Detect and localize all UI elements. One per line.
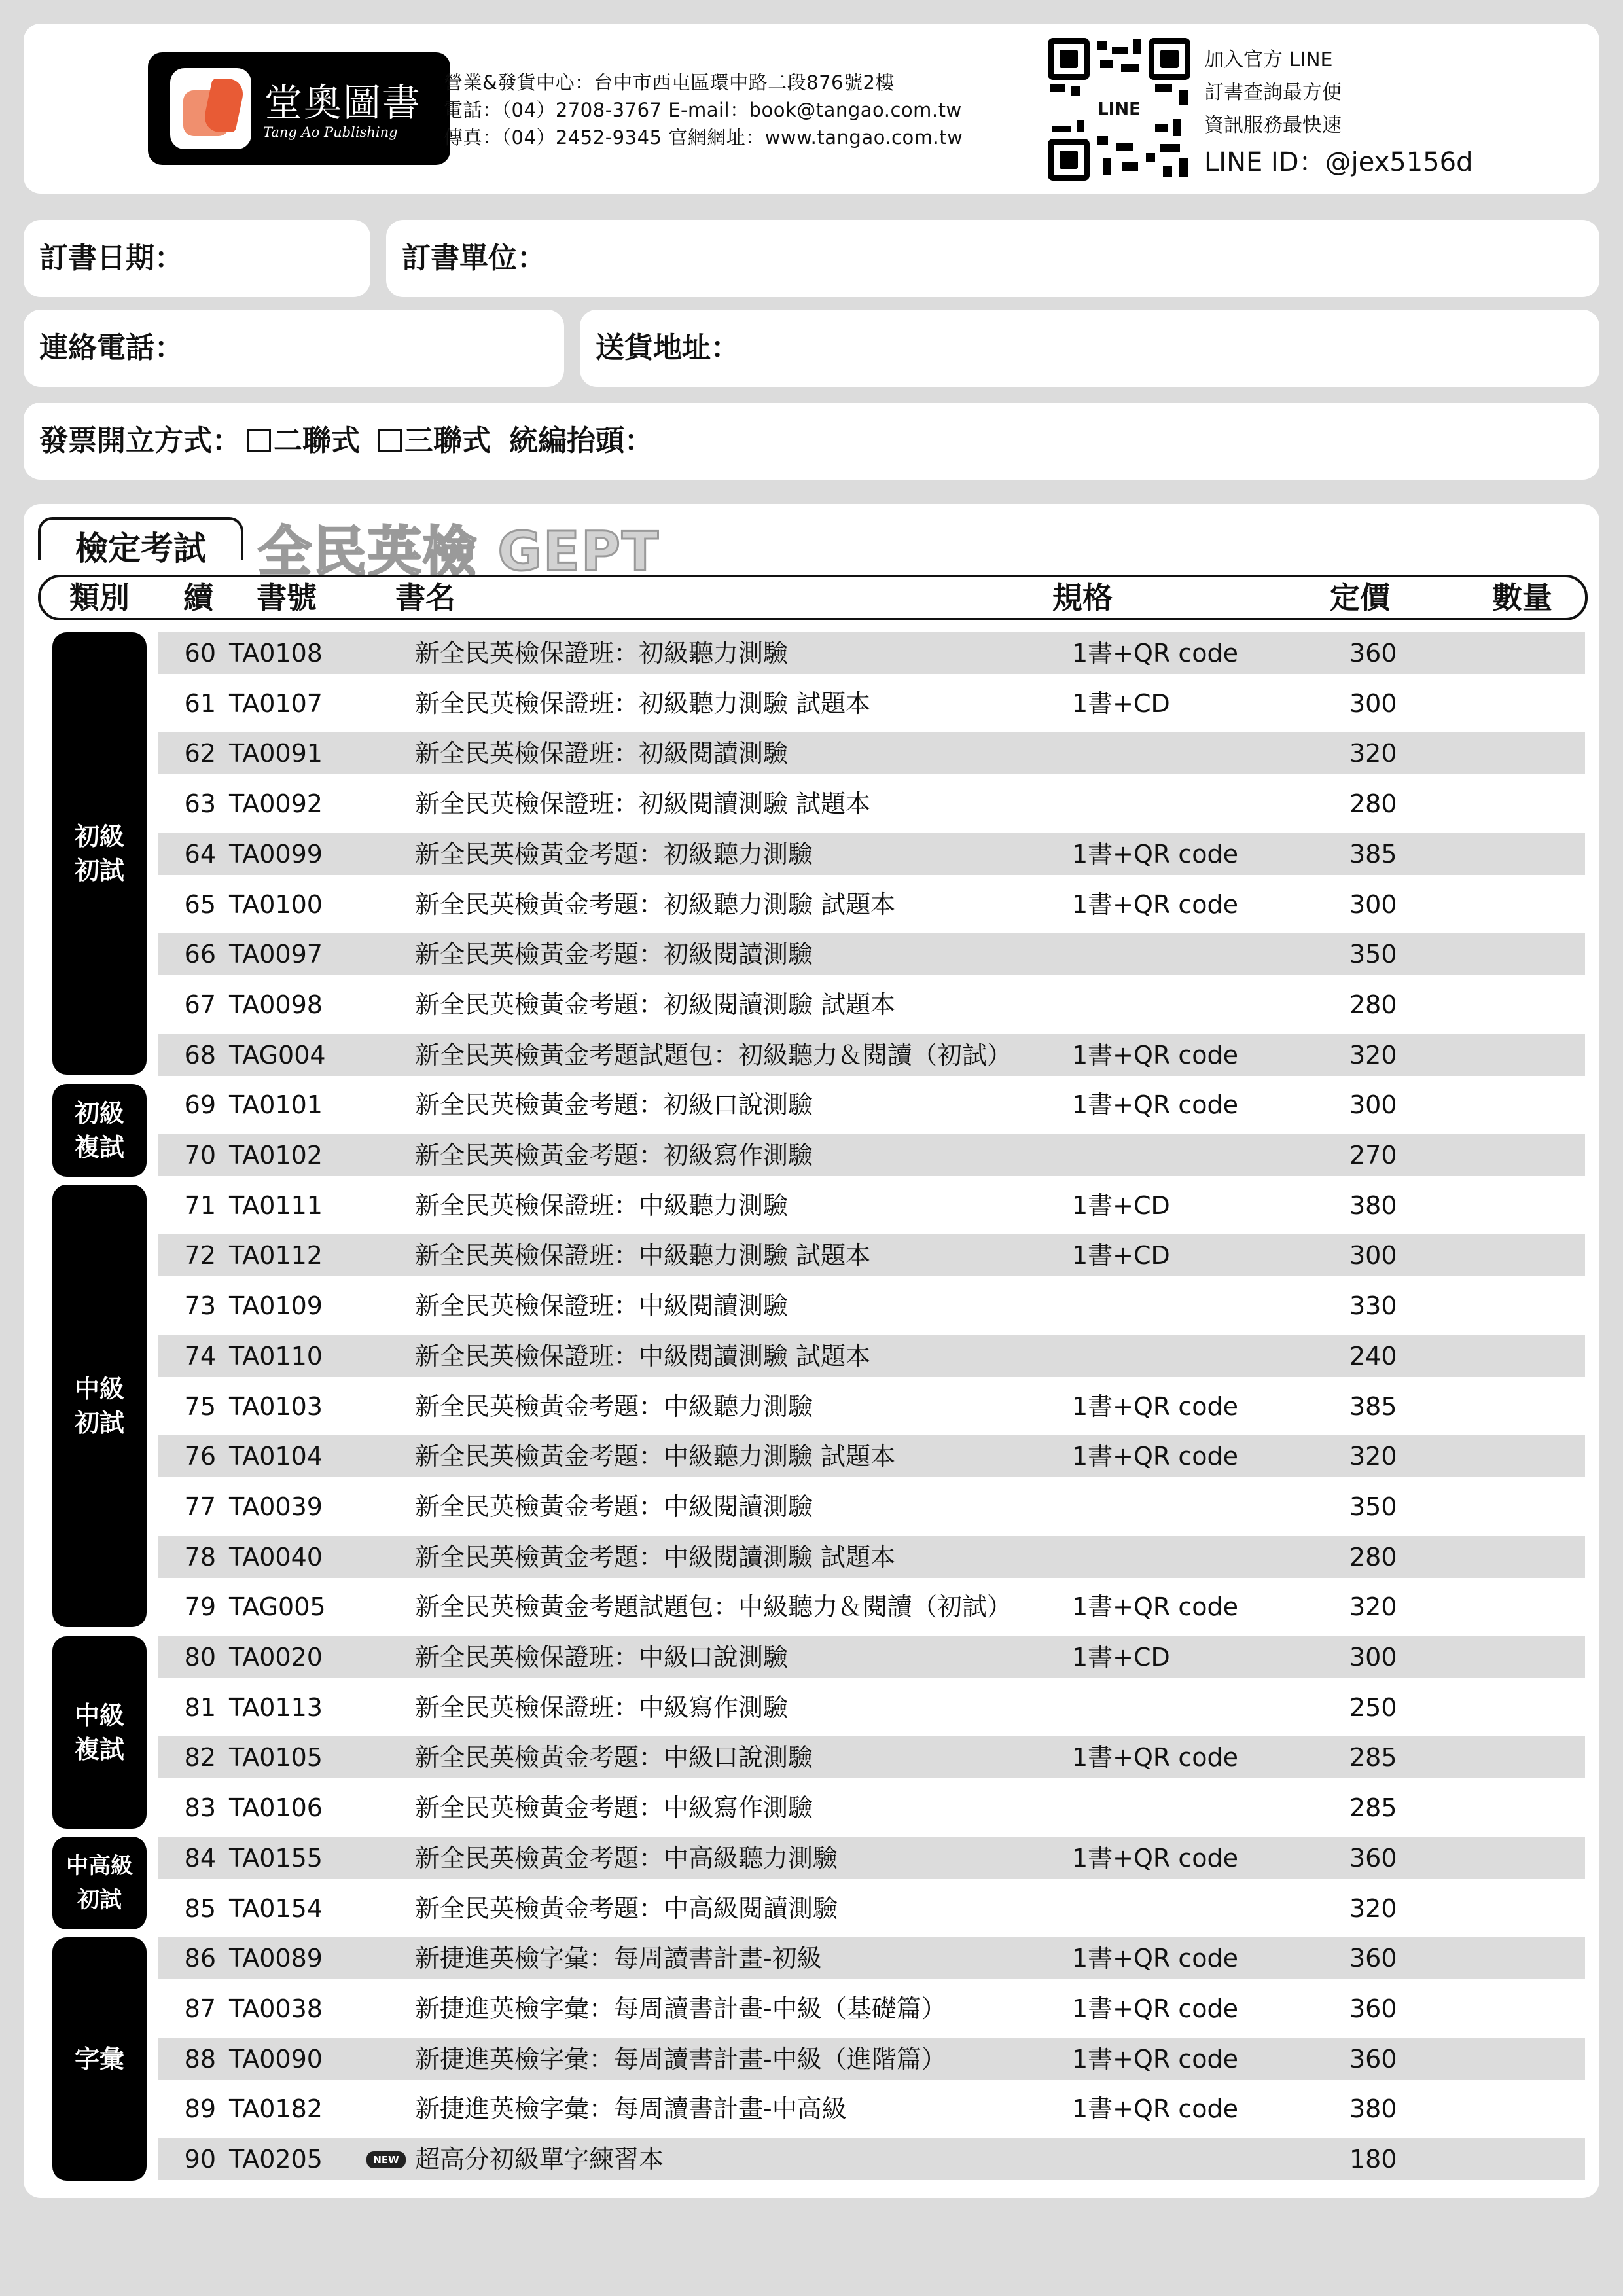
- contact-phone-field[interactable]: [24, 310, 564, 387]
- category-label: 複試: [74, 1735, 124, 1764]
- line-qr-code-icon[interactable]: [1048, 38, 1190, 181]
- book-title: 新全民英檢黃金考題試題包：中級聽力＆閱讀（初試）: [415, 1592, 1012, 1621]
- book-title: 新全民英檢保證班：中級閱讀測驗 試題本: [415, 1342, 871, 1371]
- book-spec: 1書+QR code: [1072, 1090, 1239, 1119]
- book-code: TA0102: [229, 1141, 323, 1170]
- book-code: TA0109: [229, 1291, 323, 1320]
- book-no: 71: [184, 1191, 216, 1220]
- col-no: 續: [183, 580, 213, 615]
- delivery-address-field[interactable]: [580, 310, 1599, 387]
- book-price: 360: [1349, 2045, 1397, 2073]
- book-code: TA0097: [229, 940, 323, 969]
- book-no: 82: [184, 1743, 216, 1772]
- book-price: 300: [1349, 689, 1397, 718]
- category-elementary-first: [52, 632, 147, 1075]
- book-row: [158, 1486, 1585, 1528]
- book-price: 240: [1349, 1342, 1397, 1371]
- category-label: 初試: [77, 1887, 122, 1913]
- book-no: 67: [184, 990, 216, 1019]
- col-category: 類別: [69, 580, 130, 615]
- book-price: 360: [1349, 1944, 1397, 1973]
- book-price: 285: [1349, 1743, 1397, 1772]
- book-code: TA0110: [229, 1342, 323, 1371]
- book-price: 320: [1349, 1041, 1397, 1069]
- book-row: [158, 1084, 1585, 1126]
- book-title: 新全民英檢保證班：初級閱讀測驗 試題本: [415, 789, 871, 818]
- book-code: TA0111: [229, 1191, 323, 1220]
- order-date-field[interactable]: [24, 220, 370, 297]
- book-title: 新全民英檢黃金考題：中級閱讀測驗 試題本: [415, 1543, 896, 1571]
- book-code: TA0182: [229, 2094, 323, 2123]
- book-code: TA0104: [229, 1442, 323, 1471]
- qr-line-label: LINE: [1092, 98, 1146, 120]
- book-code: TA0113: [229, 1693, 323, 1722]
- book-title: 新全民英檢黃金考題：初級寫作測驗: [415, 1141, 813, 1170]
- book-no: 65: [184, 890, 216, 919]
- publisher-header: [24, 24, 1599, 194]
- book-spec: 1書+QR code: [1072, 1592, 1239, 1621]
- section-tab: [38, 517, 243, 567]
- book-no: 64: [184, 840, 216, 869]
- book-no: 85: [184, 1894, 216, 1923]
- book-price: 350: [1349, 1492, 1397, 1521]
- book-code: TA0105: [229, 1743, 323, 1772]
- book-row: [158, 1185, 1585, 1227]
- category-elementary-second: [52, 1084, 147, 1177]
- book-row: [158, 683, 1585, 725]
- book-spec: 1書+CD: [1072, 1241, 1170, 1270]
- book-code: TA0020: [229, 1643, 323, 1672]
- book-no: 73: [184, 1291, 216, 1320]
- book-row: [158, 1134, 1585, 1176]
- book-code: TA0103: [229, 1392, 323, 1421]
- book-code: TA0038: [229, 1994, 323, 2023]
- col-title: 書名: [395, 580, 455, 615]
- book-spec: 1書+QR code: [1072, 1392, 1239, 1421]
- book-no: 60: [184, 639, 216, 668]
- book-title: 超高分初級單字練習本: [415, 2145, 664, 2174]
- logo-mark-icon: [170, 68, 251, 149]
- book-price: 320: [1349, 1894, 1397, 1923]
- book-spec: 1書+CD: [1072, 1191, 1170, 1220]
- book-title: 新捷進英檢字彙：每周讀書計畫-中高級: [415, 2094, 847, 2123]
- line-text-3: 資訊服務最快速: [1204, 114, 1342, 137]
- book-code: TA0101: [229, 1090, 323, 1119]
- book-spec: 1書+CD: [1072, 1643, 1170, 1672]
- book-row: [158, 1687, 1585, 1729]
- book-title: 新捷進英檢字彙：每周讀書計畫-中級（進階篇）: [415, 2045, 946, 2073]
- book-spec: 1書+QR code: [1072, 2045, 1239, 2073]
- book-code: TA0098: [229, 990, 323, 1019]
- category-label: 中級: [74, 1701, 124, 1730]
- book-spec: 1書+QR code: [1072, 1041, 1239, 1069]
- book-code: TA0106: [229, 1793, 323, 1822]
- book-row: [158, 833, 1585, 875]
- book-no: 69: [184, 1090, 216, 1119]
- col-price: 定價: [1330, 580, 1390, 615]
- company-address: 營業&發貨中心：台中市西屯區環中路二段876號2樓: [444, 71, 895, 94]
- book-no: 62: [184, 739, 216, 768]
- category-intermediate-first: [52, 1185, 147, 1627]
- book-price: 330: [1349, 1291, 1397, 1320]
- book-price: 385: [1349, 1392, 1397, 1421]
- line-text-2: 訂書查詢最方便: [1204, 81, 1342, 104]
- book-row: [158, 1285, 1585, 1327]
- book-price: 385: [1349, 840, 1397, 869]
- book-row: [158, 1234, 1585, 1276]
- book-row: [158, 1386, 1585, 1427]
- book-price: 300: [1349, 1090, 1397, 1119]
- book-no: 87: [184, 1994, 216, 2023]
- book-title: 新全民英檢黃金考題：中級寫作測驗: [415, 1793, 813, 1822]
- book-title: 新全民英檢黃金考題試題包：初級聽力＆閱讀（初試）: [415, 1041, 1012, 1069]
- book-code: TAG005: [229, 1592, 326, 1621]
- book-spec: 1書+QR code: [1072, 1944, 1239, 1973]
- book-row: [158, 1937, 1585, 1979]
- book-code: TA0091: [229, 739, 323, 768]
- book-title: 新全民英檢黃金考題：初級閱讀測驗: [415, 940, 813, 969]
- book-price: 380: [1349, 2094, 1397, 2123]
- book-no: 70: [184, 1141, 216, 1170]
- invoice-label: 發票開立方式：: [39, 424, 241, 457]
- book-row: [158, 732, 1585, 774]
- book-row: [158, 632, 1585, 674]
- book-code: TA0099: [229, 840, 323, 869]
- book-price: 270: [1349, 1141, 1397, 1170]
- book-row: [158, 1988, 1585, 2030]
- book-title: 新全民英檢保證班：初級聽力測驗 試題本: [415, 689, 871, 718]
- book-title: 新全民英檢保證班：中級口說測驗: [415, 1643, 789, 1672]
- book-price: 250: [1349, 1693, 1397, 1722]
- book-price: 360: [1349, 639, 1397, 668]
- category-label: 初試: [74, 856, 124, 885]
- logo-name-en: Tang Ao Publishing: [263, 124, 398, 140]
- book-title: 新全民英檢黃金考題：中高級閱讀測驗: [415, 1894, 838, 1923]
- invoice-row: [39, 403, 653, 480]
- book-price: 300: [1349, 1643, 1397, 1672]
- book-row: [158, 783, 1585, 825]
- order-unit-field[interactable]: [386, 220, 1599, 297]
- book-no: 89: [184, 2094, 216, 2123]
- invoice-title-label: 統編抬頭：: [509, 424, 653, 457]
- book-no: 75: [184, 1392, 216, 1421]
- book-no: 79: [184, 1592, 216, 1621]
- category-label: 中高級: [66, 1853, 133, 1879]
- book-price: 350: [1349, 940, 1397, 969]
- book-title: 新全民英檢黃金考題：中級口說測驗: [415, 1743, 813, 1772]
- book-row: [158, 884, 1585, 925]
- book-price: 320: [1349, 1442, 1397, 1471]
- book-no: 81: [184, 1693, 216, 1722]
- book-title: 新全民英檢黃金考題：中級聽力測驗: [415, 1392, 813, 1421]
- book-no: 83: [184, 1793, 216, 1822]
- book-row: [158, 1888, 1585, 1929]
- book-spec: 1書+QR code: [1072, 2094, 1239, 2123]
- book-row: [158, 1636, 1585, 1678]
- book-row: [158, 984, 1585, 1026]
- contact-phone-label: 連絡電話：: [39, 331, 183, 365]
- book-code: TA0154: [229, 1894, 323, 1923]
- section-tab-label: 檢定考試: [75, 529, 206, 567]
- book-row: [158, 1536, 1585, 1578]
- book-code: TA0039: [229, 1492, 323, 1521]
- order-date-label: 訂書日期：: [39, 242, 183, 275]
- book-price: 280: [1349, 990, 1397, 1019]
- book-price: 360: [1349, 1994, 1397, 2023]
- book-title: 新全民英檢保證班：初級閱讀測驗: [415, 739, 789, 768]
- book-title: 新全民英檢黃金考題：初級閱讀測驗 試題本: [415, 990, 896, 1019]
- book-price: 280: [1349, 789, 1397, 818]
- table-header: [38, 575, 1588, 620]
- book-no: 63: [184, 789, 216, 818]
- book-spec: 1書+QR code: [1072, 639, 1239, 668]
- book-no: 77: [184, 1492, 216, 1521]
- book-row: [158, 1586, 1585, 1628]
- invoice-two-part-label: 二聯式: [274, 424, 360, 457]
- delivery-address-label: 送貨地址：: [596, 331, 740, 365]
- book-code: TA0100: [229, 890, 323, 919]
- book-spec: 1書+QR code: [1072, 1442, 1239, 1471]
- category-label: 初試: [74, 1408, 124, 1437]
- book-code: TA0040: [229, 1543, 323, 1571]
- book-no: 76: [184, 1442, 216, 1471]
- book-spec: 1書+QR code: [1072, 1994, 1239, 2023]
- book-no: 68: [184, 1041, 216, 1069]
- book-title: 新全民英檢黃金考題：初級口說測驗: [415, 1090, 813, 1119]
- book-title: 新全民英檢保證班：中級聽力測驗: [415, 1191, 789, 1220]
- book-price: 320: [1349, 739, 1397, 768]
- book-price: 285: [1349, 1793, 1397, 1822]
- book-row: [158, 2038, 1585, 2080]
- book-title: 新全民英檢黃金考題：中級聽力測驗 試題本: [415, 1442, 896, 1471]
- publisher-logo: [148, 52, 450, 165]
- book-no: 88: [184, 2045, 216, 2073]
- book-spec: 1書+QR code: [1072, 840, 1239, 869]
- book-price: 280: [1349, 1543, 1397, 1571]
- invoice-three-part-label: 三聯式: [404, 424, 491, 457]
- category-label: 初級: [74, 822, 124, 851]
- category-vocabulary: [52, 1937, 147, 2181]
- order-unit-label: 訂書單位：: [402, 242, 546, 275]
- book-no: 86: [184, 1944, 216, 1973]
- book-spec: 1書+CD: [1072, 689, 1170, 718]
- category-label: 複試: [74, 1133, 124, 1162]
- book-no: 66: [184, 940, 216, 969]
- book-list-card: [24, 504, 1599, 2198]
- book-no: 72: [184, 1241, 216, 1270]
- category-label: 字彙: [74, 2045, 124, 2073]
- book-title: 新全民英檢保證班：中級聽力測驗 試題本: [415, 1241, 871, 1270]
- company-phone: 電話：（04）2708-3767 E-mail：book@tangao.com.tw: [444, 99, 962, 121]
- invoice-two-part-checkbox[interactable]: [247, 429, 271, 452]
- logo-name: 堂奧圖書: [264, 81, 422, 125]
- book-title: 新全民英檢黃金考題：初級聽力測驗: [415, 840, 813, 869]
- book-row: [158, 1034, 1585, 1076]
- line-text-1: 加入官方 LINE: [1204, 48, 1333, 71]
- invoice-three-part-checkbox[interactable]: [378, 429, 402, 452]
- col-code: 書號: [257, 580, 317, 615]
- book-code: TA0107: [229, 689, 323, 718]
- book-price: 300: [1349, 890, 1397, 919]
- col-qty: 數量: [1492, 580, 1552, 615]
- category-label: 初級: [74, 1099, 124, 1128]
- section-title: 全民英檢 GEPT: [258, 521, 660, 583]
- book-code: TAG004: [229, 1041, 326, 1069]
- book-row: [158, 1837, 1585, 1879]
- book-price: 180: [1349, 2145, 1397, 2174]
- book-row: [158, 2088, 1585, 2130]
- book-row: [158, 1787, 1585, 1829]
- book-code: TA0205: [229, 2145, 323, 2174]
- book-title: 新全民英檢保證班：中級閱讀測驗: [415, 1291, 789, 1320]
- book-row: [158, 1736, 1585, 1778]
- book-title: 新捷進英檢字彙：每周讀書計畫-初級: [415, 1944, 822, 1973]
- book-code: TA0089: [229, 1944, 323, 1973]
- category-high-intermediate-first: [52, 1837, 147, 1929]
- book-spec: 1書+QR code: [1072, 890, 1239, 919]
- book-no: 90: [184, 2145, 216, 2174]
- book-no: 84: [184, 1844, 216, 1873]
- book-code: TA0112: [229, 1241, 323, 1270]
- book-row: [158, 1335, 1585, 1377]
- book-title: 新全民英檢保證班：初級聽力測驗: [415, 639, 789, 668]
- book-title: 新全民英檢黃金考題：中級閱讀測驗: [415, 1492, 813, 1521]
- book-no: 80: [184, 1643, 216, 1672]
- book-code: TA0090: [229, 2045, 323, 2073]
- book-no: 74: [184, 1342, 216, 1371]
- book-title: 新全民英檢保證班：中級寫作測驗: [415, 1693, 789, 1722]
- book-price: 320: [1349, 1592, 1397, 1621]
- col-spec: 規格: [1052, 580, 1113, 615]
- book-row: [158, 2138, 1585, 2180]
- line-id: LINE ID：@jex5156d: [1204, 147, 1473, 177]
- book-row: [158, 933, 1585, 975]
- book-row: [158, 1435, 1585, 1477]
- invoice-field: [24, 403, 1599, 480]
- book-title: 新捷進英檢字彙：每周讀書計畫-中級（基礎篇）: [415, 1994, 946, 2023]
- book-no: 78: [184, 1543, 216, 1571]
- book-code: TA0092: [229, 789, 323, 818]
- book-price: 300: [1349, 1241, 1397, 1270]
- new-badge-icon: NEW: [366, 2151, 406, 2168]
- book-spec: 1書+QR code: [1072, 1743, 1239, 1772]
- category-intermediate-second: [52, 1636, 147, 1829]
- category-label: 中級: [74, 1374, 124, 1403]
- book-price: 380: [1349, 1191, 1397, 1220]
- company-fax: 傳真：（04）2452-9345 官網網址：www.tangao.com.tw: [444, 126, 963, 149]
- book-title: 新全民英檢黃金考題：初級聽力測驗 試題本: [415, 890, 896, 919]
- book-code: TA0155: [229, 1844, 323, 1873]
- book-price: 360: [1349, 1844, 1397, 1873]
- book-code: TA0108: [229, 639, 323, 668]
- book-spec: 1書+QR code: [1072, 1844, 1239, 1873]
- book-title: 新全民英檢黃金考題：中高級聽力測驗: [415, 1844, 838, 1873]
- book-no: 61: [184, 689, 216, 718]
